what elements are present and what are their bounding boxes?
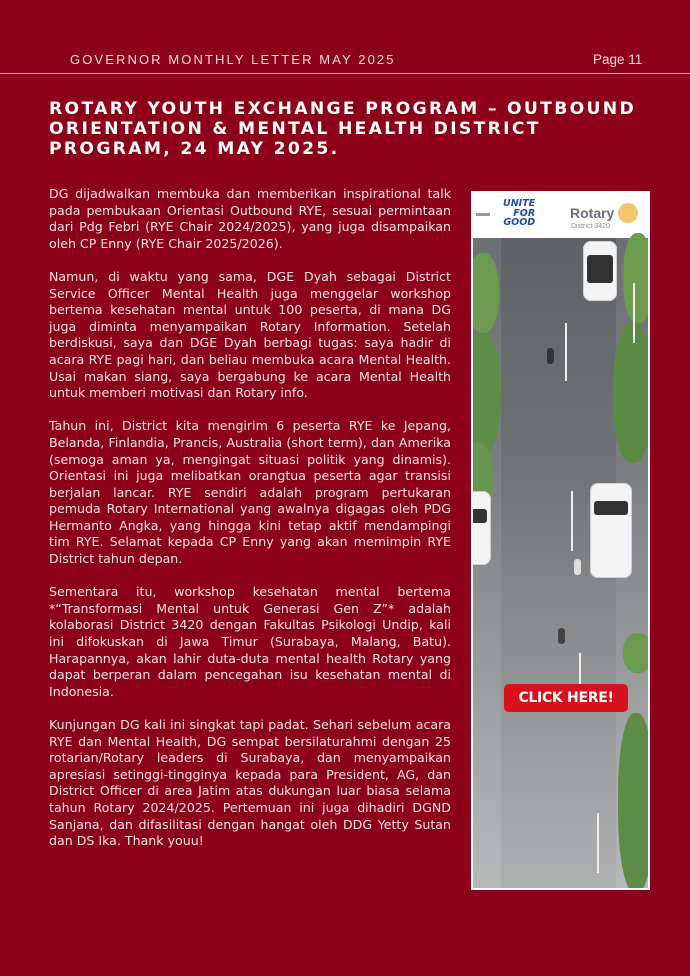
tree-icon xyxy=(473,333,501,453)
paragraph: Kunjungan DG kali ini singkat tapi padat. Sehari sebelum acara RYE dan Mental Health, DG sempat bersilaturahmi dengan 25 rotarian/Rotary leaders di Surabaya, dan menyampaikan apresiasi setinggi-tingginya kepada para President, AG, dan District Officer di area Jatim atas dukungan luar biasa selama tahun Rotary 2024/2025. Pertemuan ini juga dihadiri DGND Sanjana, dan difasilitasi dengan hangat oleh DDG Yetty Sutan dan DS Ika. Thank youu! xyxy=(49,717,451,849)
tree-icon xyxy=(618,713,648,888)
lane-marking xyxy=(565,323,567,381)
promo-banner xyxy=(473,193,648,238)
lane-marking xyxy=(597,813,599,873)
promo-image[interactable] xyxy=(471,191,650,890)
car xyxy=(590,483,632,578)
slogan-line: GOOD xyxy=(503,217,536,228)
article-title: ROTARY YOUTH EXCHANGE PROGRAM – OUTBOUND ORIENTATION & MENTAL HEALTH DISTRICT PROGRAM, 24 MAY 2025. xyxy=(49,99,637,159)
slogan xyxy=(503,199,535,228)
page-header xyxy=(0,0,690,74)
header-divider xyxy=(0,73,690,74)
partner-logo-icon xyxy=(476,213,490,216)
promo-photo xyxy=(473,193,648,888)
rotary-wheel-icon xyxy=(618,203,638,223)
motorbike xyxy=(558,628,565,644)
lane-marking xyxy=(633,283,635,343)
article-body xyxy=(49,186,451,866)
lane-marking xyxy=(571,491,573,551)
paragraph: DG dijadwalkan membuka dan memberikan inspirational talk pada pembukaan Orientasi Outbound RYE, sesuai permintaan dari Pdg Febri (RYE Chair 2024/2025), yang juga disampaikan oleh CP Enny (RYE Chair 2025/2026). xyxy=(49,186,451,251)
tree-icon xyxy=(473,253,499,333)
motorbike xyxy=(574,559,581,575)
paragraph: Sementara itu, workshop kesehatan mental bertema *“Transformasi Mental untuk Generasi Gen Z”* adalah kolaborasi District 3420 dengan Fakultas Psikologi Undip, kali ini difokuskan di Jawa Timur (Surabaya, Malang, Batu). Harapannya, akan lahir duta-duta mental health Rotary yang dapat berperan dalam pencegahan isu kesehatan mental di Indonesia. xyxy=(49,584,451,699)
paragraph: Namun, di waktu yang sama, DGE Dyah sebagai District Service Officer Mental Health juga menggelar workshop bertema kesehatan mental untuk 100 peserta, di mana DG juga diminta menyampaikan Rotary Information. Setelah berdiskusi, saya dan DGE Dyah berbagi tugas: saya hadir di acara RYE pagi hari, dan beliau membuka acara Mental Health. Usai makan siang, saya bergabung ke acara Mental Health untuk memberi motivasi dan Rotary info. xyxy=(49,268,451,401)
newsletter-title: GOVERNOR MONTHLY LETTER MAY 2025 xyxy=(70,52,396,67)
rotary-brand: Rotary xyxy=(570,205,615,221)
slogan-line: FOR xyxy=(513,207,536,219)
tree-icon xyxy=(623,633,648,673)
car xyxy=(473,491,491,565)
motorbike xyxy=(547,348,554,364)
tree-icon xyxy=(623,233,648,323)
rotary-district: District 3420 xyxy=(571,223,610,230)
paragraph: Tahun ini, District kita mengirim 6 peserta RYE ke Jepang, Belanda, Finlandia, Prancis, Australia (short term), dan Amerika (semoga aman ya, mengingat situasi politik yang dinamis). Orientasi ini juga melibatkan orangtua peserta agar transisi berjalan lancar. RYE sendiri adalah program pertukaran pemuda Rotary International yang awalnya digagas oleh PDG Hermanto Angka, yang hingga kini tetap aktif mendampingi tim RYE. Selamat kepada CP Enny yang akan memimpin RYE District tahun depan. xyxy=(49,418,451,567)
click-here-button[interactable]: CLICK HERE! xyxy=(504,684,628,712)
car xyxy=(583,241,617,301)
slogan-line: UNITE xyxy=(503,198,536,209)
tree-icon xyxy=(613,323,648,463)
page-number: Page 11 xyxy=(593,52,643,67)
